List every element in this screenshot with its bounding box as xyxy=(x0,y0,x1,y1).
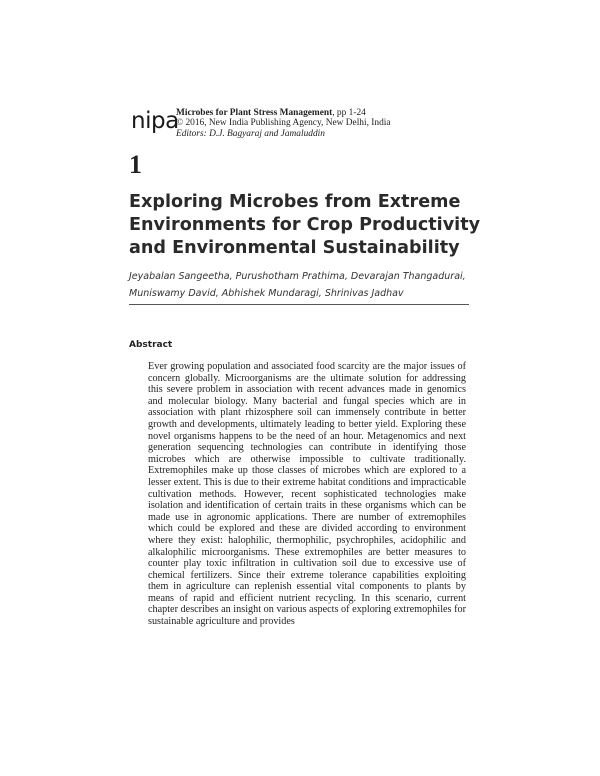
book-title: Microbes for Plant Stress Management xyxy=(176,108,333,118)
author-list: Jeyabalan Sangeetha, Purushotham Prathima, Devarajan Thangadurai, Muniswamy David, Abhishek Mundaragi, Shrinivas Jadhav xyxy=(129,271,466,299)
page-range: , pp 1-24 xyxy=(332,108,366,118)
editors-line: Editors: D.J. Bagyaraj and Jamaluddin xyxy=(176,128,325,139)
book-title-line xyxy=(176,108,391,118)
divider xyxy=(129,304,469,305)
book-info xyxy=(176,108,391,139)
copyright-line: © 2016, New India Publishing Agency, New Delhi, India xyxy=(176,118,391,129)
publisher-logo: nipa xyxy=(131,108,179,134)
abstract-heading: Abstract xyxy=(129,340,173,350)
chapter-title: Exploring Microbes from Extreme Environments for Crop Productivity and Environmental Sustainability xyxy=(129,192,481,258)
chapter-number: 1 xyxy=(129,150,142,179)
abstract-body: Ever growing population and associated food scarcity are the major issues of concern globally. Microorganisms are the ultimate solution for addressing this severe problem in association with recent advances made in genomics and molecular biology. Many bacterial and fungal species which are in association with plant rhizosphere soil can immensely contribute in better growth and developments, ultimately leading to better yield. Exploring these novel organisms happens to be the need of an hour. Metagenomics and next generation sequencing technologies can contribute in identifying those microbes which are otherwise impossible to cultivate traditionally. Extremophiles make up those classes of microbes which are explored to a lesser extent. This is due to their extreme habitat conditions and impracticable cultivation methods. However, recent sophisticated technologies make isolation and identification of certain traits in these organisms which can be made use in agronomic applications. There are number of extremophiles which could be explored and these are divided according to environment where they exist: halophilic, thermophilic, psychrophiles, acidophilic and alkalophilic microorganisms. These extremophiles are better measures to counter play toxic infiltration in cultivation soil due to excessive use of chemical fertilizers. Since their extreme tolerance capabilities exploiting them in agriculture can replenish essential vital components to plants by means of rapid and efficient nutrient recycling. In this scenario, current chapter describes an insight on various aspects of exploring extremophiles for sustainable agriculture and provides xyxy=(148,361,466,628)
